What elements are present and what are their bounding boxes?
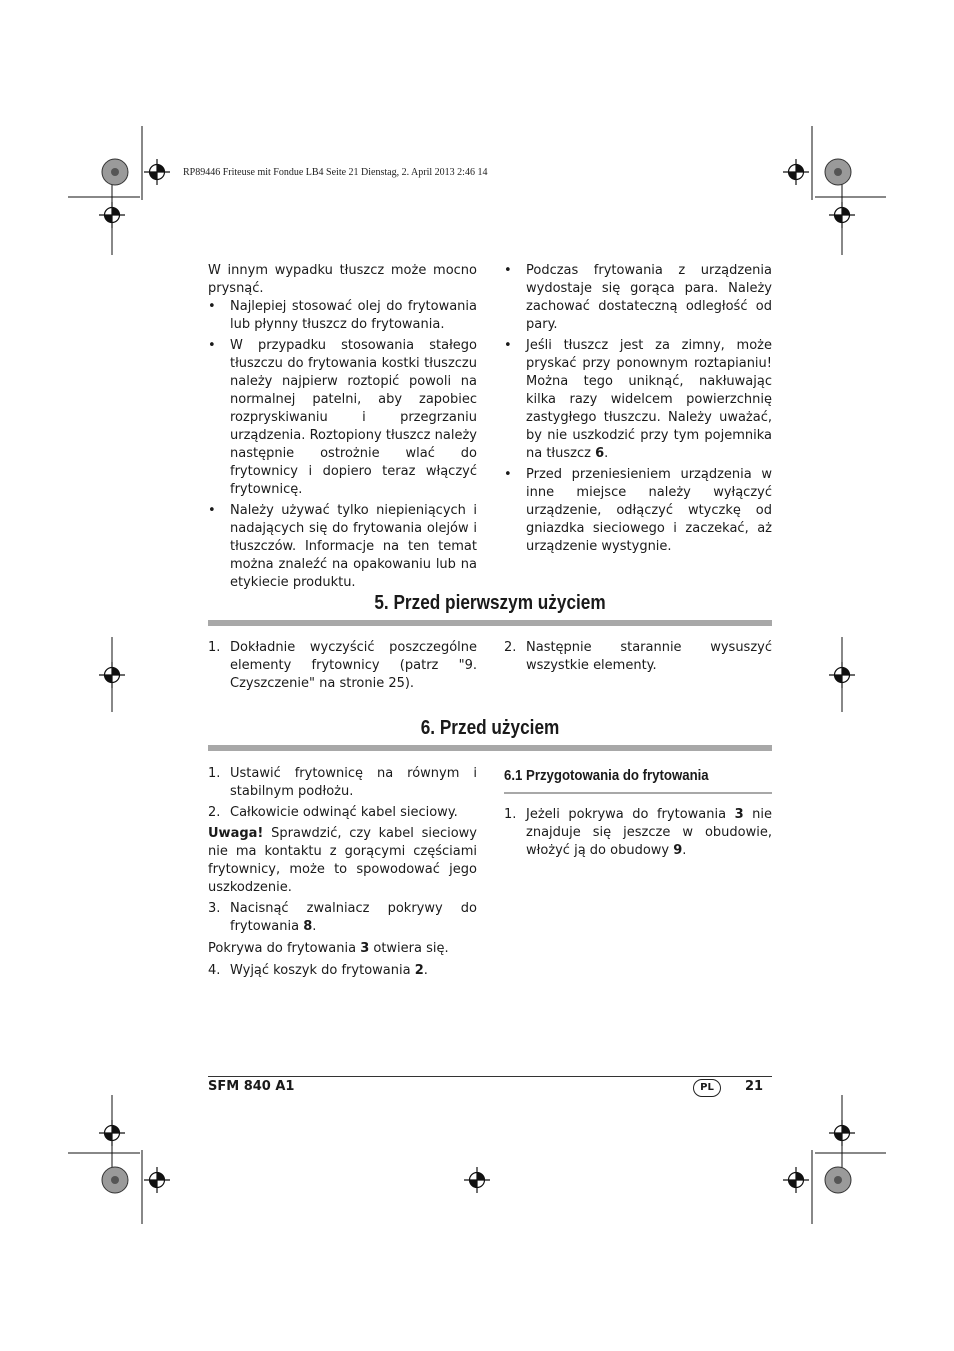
footer-model: SFM 840 A1 bbox=[208, 1079, 295, 1094]
warning-text: Sprawdzić, czy kabel sieciowy nie ma kontaktu z gorącymi częściami frytownicy, może to spowodować jego uszkodzenie. bbox=[208, 826, 477, 895]
continuation-text: W innym wypadku tłuszcz może mocno prysnąć. bbox=[208, 263, 477, 296]
list-item bbox=[504, 262, 772, 334]
step-number: 4. bbox=[208, 963, 221, 978]
step-number: 1. bbox=[208, 640, 221, 655]
subsection-6-1-body bbox=[504, 806, 772, 863]
part-reference: 9 bbox=[673, 843, 683, 858]
section-6-rule bbox=[208, 745, 772, 751]
language-badge: PL bbox=[693, 1079, 721, 1097]
list-item-text: Najlepiej stosować olej do frytowania lub płynny tłuszcz do frytowania. bbox=[230, 299, 477, 332]
step-number: 3. bbox=[208, 901, 221, 916]
subsection-6-1-rule bbox=[504, 792, 772, 794]
part-reference: 6 bbox=[595, 446, 605, 461]
punctuation: . bbox=[312, 919, 317, 934]
section-5-title: 5. Przed pierwszym użyciem bbox=[374, 592, 606, 614]
list-item-text: Następnie starannie wysuszyć wszystkie elementy. bbox=[526, 640, 772, 673]
list-item bbox=[208, 765, 477, 801]
list-item-text: Jeśli tłuszcz jest za zimny, może pryskać przy ponownym roztapianiu! Można tego uniknąć, nakłuwając kilka razy widelcem powierzchnię zastygłego tłuszczu. Należy uważać, by nie uszkodzić przy tym pojemnika na tłuszcz bbox=[526, 338, 772, 461]
section-5-left bbox=[208, 639, 477, 696]
top-right-column bbox=[504, 262, 772, 559]
list-item bbox=[504, 806, 772, 860]
bullet-icon: • bbox=[504, 263, 512, 278]
step-number: 1. bbox=[504, 807, 517, 822]
list-item-text: Ustawić frytownicę na równym i stabilnym podłożu. bbox=[230, 766, 477, 799]
list-item-text: Dokładnie wyczyścić poszczególne elementy frytownicy (patrz "9. Czyszczenie" na stronie 25). bbox=[230, 640, 477, 691]
list-item-text: Nacisnąć zwalniacz pokrywy do frytowania bbox=[230, 901, 477, 934]
section-6-title: 6. Przed użyciem bbox=[420, 717, 560, 739]
list-item bbox=[208, 639, 477, 693]
list-item-text: Przed przeniesieniem urządzenia w inne miejsce należy wyłączyć urządzenie, odłączyć wtyczkę od gniazdka sieciowego i zaczekać, aż urządzenie wystygnie. bbox=[526, 467, 772, 554]
top-left-column bbox=[208, 262, 477, 595]
step-note-end: otwiera się. bbox=[369, 941, 449, 956]
list-item-text: Wyjąć koszyk do frytowania bbox=[230, 963, 415, 978]
footer-rule bbox=[208, 1076, 772, 1077]
bullet-icon: • bbox=[208, 503, 216, 518]
punctuation: . bbox=[423, 963, 428, 978]
bullet-icon: • bbox=[504, 338, 512, 353]
step-number: 1. bbox=[208, 766, 221, 781]
list-item-text: Należy używać tylko niepieniących i nadających się do frytowania olejów i tłuszczów. Informacje na ten temat można znaleźć na opakowaniu lub na etykiecie produktu. bbox=[230, 503, 477, 590]
step-note bbox=[208, 940, 477, 958]
step-number: 2. bbox=[504, 640, 517, 655]
punctuation: . bbox=[682, 843, 687, 858]
list-item bbox=[504, 466, 772, 556]
list-item-text: W przypadku stosowania stałego tłuszczu do frytowania kostki tłuszczu należy najpierw roztopić powoli na normalnej patelni, aby zapobiec rozpryskiwaniu i przegrzaniu urządzenia. Roztopiony tłuszcz należy następnie ostrożnie wlać do frytownicy i dopiero teraz włączyć frytownicę. bbox=[230, 338, 477, 497]
step-number: 2. bbox=[208, 805, 221, 820]
list-item-text: Jeżeli pokrywa do frytowania bbox=[526, 807, 735, 822]
step-note-text: Pokrywa do frytowania bbox=[208, 941, 361, 956]
subsection-6-1-title: 6.1 Przygotowania do frytowania bbox=[504, 767, 709, 784]
list-item bbox=[208, 337, 477, 499]
list-item-text: nie znajduje się jeszcze w obudowie, włożyć ją do obudowy bbox=[526, 807, 772, 858]
bullet-icon: • bbox=[208, 299, 216, 314]
section-5-rule bbox=[208, 620, 772, 626]
list-item-text: Całkowicie odwinąć kabel sieciowy. bbox=[230, 805, 458, 820]
page-number: 21 bbox=[745, 1079, 764, 1094]
list-item bbox=[208, 900, 477, 936]
punctuation: . bbox=[604, 446, 609, 461]
warning-label: Uwaga! bbox=[208, 826, 264, 841]
list-item-text: Podczas frytowania z urządzenia wydostaje się gorąca para. Należy zachować dostateczną odległość od pary. bbox=[526, 263, 772, 332]
list-item bbox=[504, 639, 772, 675]
part-reference: 8 bbox=[303, 919, 313, 934]
list-item bbox=[208, 804, 477, 822]
list-item bbox=[208, 298, 477, 334]
section-6-left bbox=[208, 765, 477, 983]
part-reference: 2 bbox=[414, 963, 424, 978]
part-reference: 3 bbox=[734, 807, 744, 822]
part-reference: 3 bbox=[360, 941, 370, 956]
list-item bbox=[208, 962, 477, 980]
list-item bbox=[208, 502, 477, 592]
print-header: RP89446 Friteuse mit Fondue LB4 Seite 21 Dienstag, 2. April 2013 2:46 14 bbox=[183, 167, 488, 178]
bullet-icon: • bbox=[208, 338, 216, 353]
list-item bbox=[504, 337, 772, 463]
section-5-right bbox=[504, 639, 772, 678]
warning-note bbox=[208, 825, 477, 897]
bullet-icon: • bbox=[504, 467, 512, 482]
